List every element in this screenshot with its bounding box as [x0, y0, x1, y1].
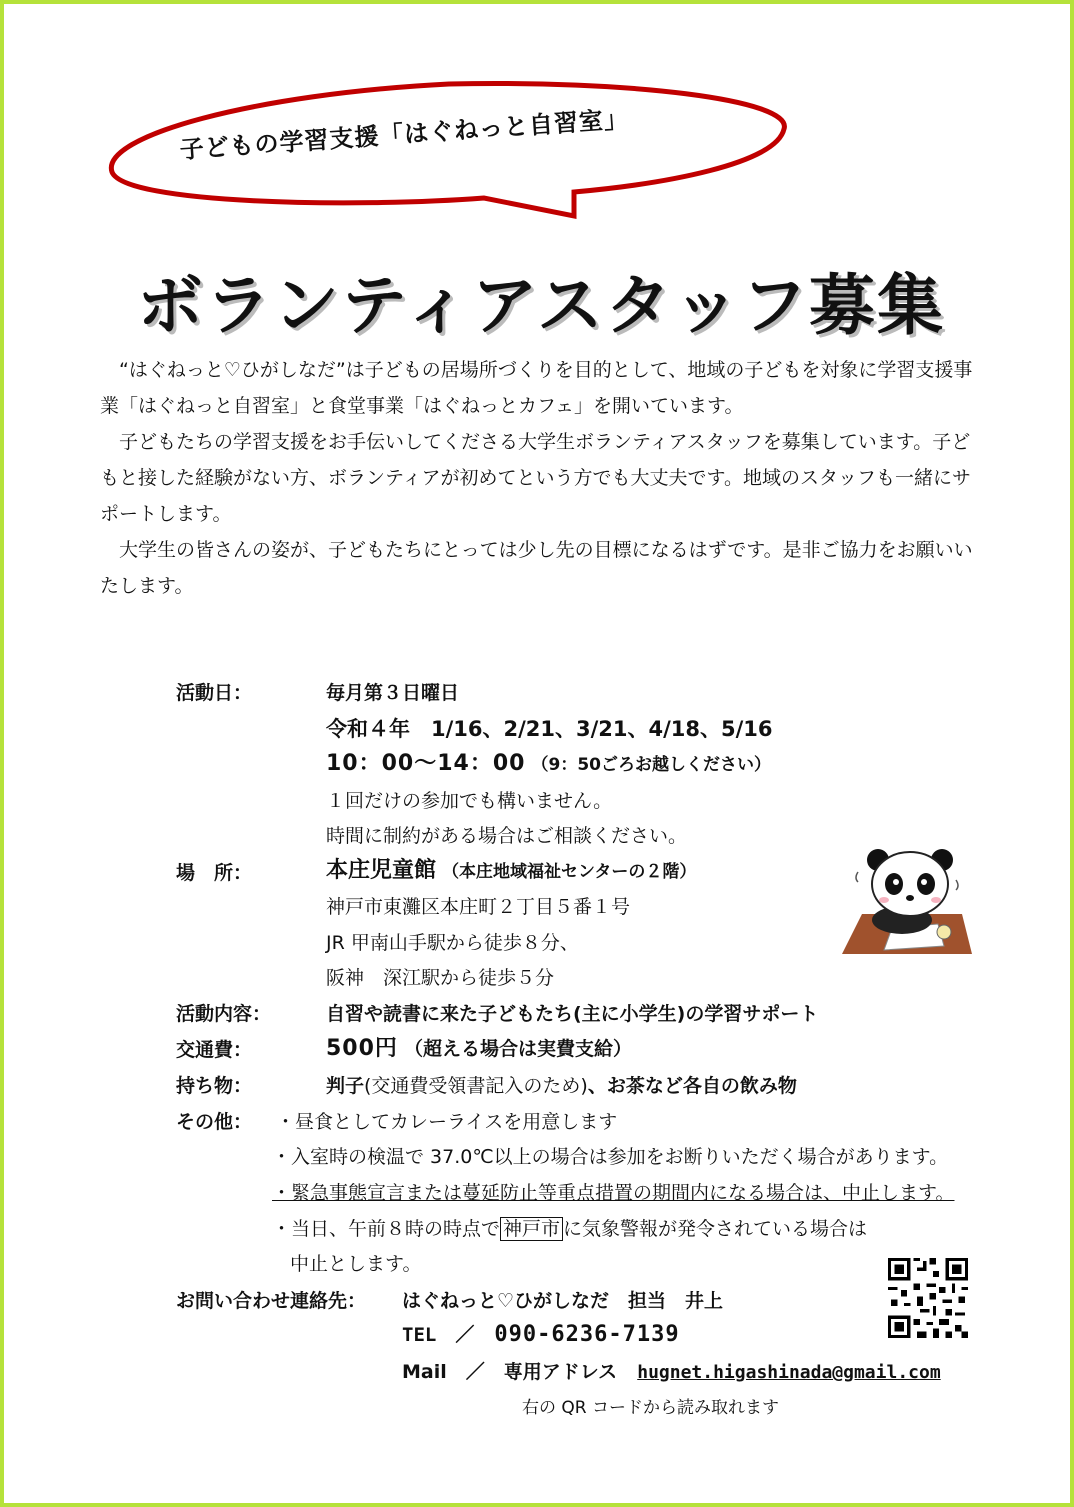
other-item-weather-line2: 中止とします。	[290, 1253, 422, 1275]
place-name-note: （本庄地域福祉センターの２階）	[442, 862, 697, 882]
bring-item-stamp: 判子	[326, 1075, 365, 1097]
activity-time-note: （9：50ごろお越しください）	[531, 755, 772, 775]
intro-paragraph: 大学生の皆さんの姿が、子どもたちにとっては少し先の目標になるはずです。是非ご協力をお願いいたします。	[100, 539, 973, 597]
content-value: 自習や読書に来た子どもたち(主に小学生)の学習サポート	[326, 1003, 819, 1025]
intro-paragraph: “はぐねっと♡ひがしなだ”は子どもの居場所づくりを目的として、地域の子どもを対象に学習支援事業「はぐねっと自習室」と食堂事業「はぐねっとカフェ」を開いています。	[100, 359, 973, 417]
fare-note: （超える場合は実費支給）	[403, 1038, 632, 1060]
qr-note: 右の QR コードから読み取れます	[522, 1398, 779, 1418]
headline: ボランティアスタッフ募集	[136, 267, 946, 344]
place-label: 場 所：	[176, 862, 253, 884]
other-item: ・入室時の検温で 37.0℃以上の場合は参加をお断りいただく場合があります。	[272, 1146, 949, 1168]
bring-label: 持ち物：	[176, 1075, 253, 1097]
place-name: 本庄児童館	[326, 858, 437, 883]
activity-note1: １回だけの参加でも構いません。	[326, 790, 613, 812]
fare-label: 交通費：	[176, 1039, 253, 1061]
contact-mail-row	[402, 1357, 941, 1388]
place-address: 神戸市東灘区本庄町２丁目５番１号	[326, 896, 631, 918]
activity-note2: 時間に制約がある場合はご相談ください。	[326, 825, 688, 847]
contact-tel: 090-6236-7139	[494, 1322, 680, 1347]
other-item-weather	[272, 1214, 867, 1244]
fare-row	[326, 1034, 632, 1064]
other-item: ・昼食としてカレーライスを用意します	[276, 1111, 618, 1133]
activity-time-row	[326, 749, 771, 780]
place-access-jr: JR 甲南山手駅から徒歩８分、	[326, 932, 579, 954]
activity-label: 活動日：	[176, 682, 253, 704]
intro-text	[100, 352, 985, 604]
intro-paragraph: 子どもたちの学習支援をお手伝いしてくださる大学生ボランティアスタッフを募集しています。子どもと接した経験がない方、ボランティアが初めてという方でも大丈夫です。地域のスタッフも一緒にサポートします。	[100, 431, 971, 525]
place-name-row	[326, 856, 696, 887]
activity-time: 10：00～14：00	[326, 751, 526, 776]
panda-illustration	[822, 842, 982, 962]
bring-item-drink: 、お茶など各自の飲み物	[587, 1075, 797, 1097]
contact-mail-label: Mail ／ 専用アドレス	[402, 1361, 618, 1383]
contact-label: お問い合わせ連絡先：	[176, 1290, 367, 1312]
fare-amount: 500円	[326, 1036, 398, 1061]
bubble-title: 子どもの学習支援「はぐねっと自習室」	[178, 104, 630, 165]
contact-org: はぐねっと♡ひがしなだ 担当 井上	[402, 1290, 724, 1312]
other-item: ・緊急事態宣言または蔓延防止等重点措置の期間内になる場合は、中止します。	[272, 1182, 955, 1204]
content-label: 活動内容：	[176, 1003, 272, 1025]
activity-line1: 毎月第３日曜日	[326, 682, 460, 704]
contact-tel-label: TEL ／	[402, 1324, 475, 1346]
bring-item-stamp-note: (交通費受領書記入のため)	[364, 1075, 588, 1097]
place-access-hanshin: 阪神 深江駅から徒歩５分	[326, 967, 555, 989]
contact-mail-link[interactable]: hugnet.higashinada@gmail.com	[637, 1362, 941, 1383]
other-item-weather-pre: ・当日、午前８時の時点で	[272, 1218, 501, 1240]
other-label: その他：	[176, 1111, 253, 1133]
activity-dates: 令和４年 1/16、2/21、3/21、4/18、5/16	[326, 717, 773, 741]
other-item-weather-post: に気象警報が発令されている場合は	[563, 1218, 868, 1240]
other-item-weather-city: 神戸市	[500, 1217, 563, 1241]
qr-code[interactable]	[888, 1258, 968, 1338]
bring-row	[326, 1071, 797, 1101]
contact-tel-row	[402, 1320, 680, 1350]
